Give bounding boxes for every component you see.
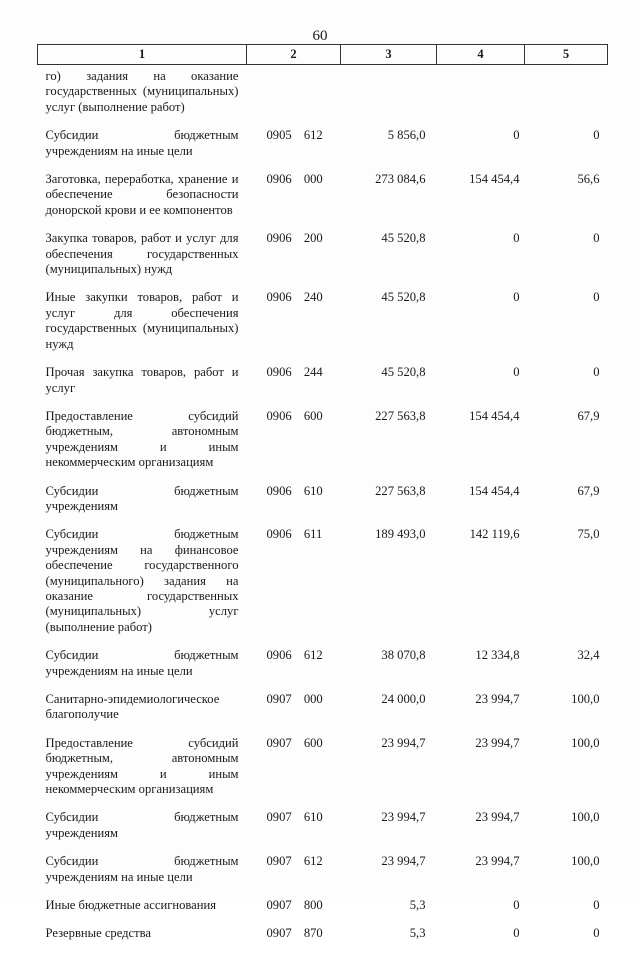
row-col3-value: 23 994,7 — [381, 735, 426, 750]
row-name-cell: Субсидии бюджетным учреждениям — [45, 810, 239, 840]
row-col5-value: 100,0 — [571, 810, 600, 825]
row-code-cell: 0907 612 — [266, 854, 323, 869]
row-code-cell: 0907 000 — [266, 692, 323, 706]
row-col5-value: 0 — [593, 365, 600, 380]
row-name-cell: Закупка товаров, работ и услуг для обеспечения государственных (муниципальных) нужд — [45, 231, 239, 277]
row-code-cell: 0907 800 — [266, 898, 323, 913]
row-col4-value: 23 994,7 — [475, 810, 520, 825]
row-col5-value: 75,0 — [577, 527, 600, 542]
row-col3-value: 227 563,8 — [375, 483, 426, 498]
table-row — [38, 736, 608, 811]
row-col3-value: 189 493,0 — [375, 527, 426, 542]
table-row — [38, 648, 608, 692]
row-code-cell — [247, 65, 341, 129]
row-col4-value: 0 — [513, 128, 520, 143]
row-col4-value: 23 994,7 — [475, 735, 520, 750]
row-code-cell: 0906 612 — [266, 648, 323, 663]
row-col3-value: 23 994,7 — [381, 854, 426, 869]
row-col4-value: 154 454,4 — [469, 172, 520, 187]
row-col4-value: 142 119,6 — [469, 527, 520, 542]
row-col3-value: 24 000,0 — [381, 692, 426, 706]
row-name-cell: Прочая закупка товаров, работ и услуг — [45, 365, 239, 395]
row-name-cell: Резервные средства — [45, 926, 152, 941]
header-col-3: 3 — [341, 45, 437, 65]
row-col3-value: 45 520,8 — [381, 231, 426, 246]
budget-table — [37, 44, 608, 955]
header-col-5: 5 — [525, 45, 608, 65]
row-name-cell: Заготовка, переработка, хранение и обеспечение безопасности донорской крови и ее компонентов — [45, 172, 239, 217]
row-col5-value: 100,0 — [571, 692, 600, 706]
row-name-cell: Субсидии бюджетным учреждениям — [45, 483, 239, 513]
table-row — [38, 527, 608, 648]
row-col5-value: 0 — [593, 231, 600, 246]
row-col5-value: 0 — [593, 898, 600, 913]
table-header — [38, 45, 608, 65]
row-col3-value: 45 520,8 — [381, 365, 426, 380]
table-row — [38, 409, 608, 484]
row-code-cell: 0906 200 — [266, 231, 323, 246]
row-col3-value: 5,3 — [409, 898, 426, 913]
table-row — [38, 898, 608, 926]
row-col3-value: 38 070,8 — [381, 648, 426, 663]
row-col5-value — [525, 65, 608, 129]
row-col4-value: 0 — [513, 926, 520, 941]
row-col4-value: 0 — [513, 365, 520, 380]
row-name-cell: Санитарно-эпидемиологическое благополучие — [45, 692, 220, 722]
row-name-cell: Субсидии бюджетным учреждениям на иные цели — [45, 648, 239, 678]
table-row — [38, 65, 608, 129]
row-code-cell: 0905 612 — [266, 128, 323, 143]
row-name-cell: Предоставление субсидий бюджетным, автономным учреждениям и иным некоммерческим организациям — [45, 408, 239, 470]
row-col5-value: 0 — [593, 290, 600, 305]
row-name-cell: Иные бюджетные ассигнования — [45, 898, 217, 913]
table-row — [38, 926, 608, 954]
table-row — [38, 854, 608, 898]
row-col5-value: 67,9 — [577, 483, 600, 498]
row-code-cell: 0907 610 — [266, 810, 323, 825]
row-code-cell: 0906 244 — [266, 365, 323, 380]
table-row — [38, 692, 608, 736]
row-col4-value: 23 994,7 — [475, 692, 520, 706]
row-name-cell: Субсидии бюджетным учреждениям на иные цели — [45, 854, 239, 884]
row-col5-value: 0 — [593, 926, 600, 941]
row-col4-value: 154 454,4 — [469, 483, 520, 498]
row-col3-value: 5,3 — [409, 926, 426, 941]
table-body — [38, 65, 608, 955]
row-col3-value: 273 084,6 — [375, 172, 426, 187]
table-row — [38, 290, 608, 365]
row-col4-value: 0 — [513, 290, 520, 305]
row-name-cell: Иные закупки товаров, работ и услуг для обеспечения государственных (муниципальных) нужд — [45, 290, 239, 351]
table-row — [38, 810, 608, 854]
row-name-cell: Субсидии бюджетным учреждениям на иные цели — [45, 128, 239, 158]
header-col-1: 1 — [38, 45, 247, 65]
row-name-cell: го) задания на оказание государственных (муниципальных) услуг (выполнение работ) — [45, 69, 239, 114]
table-row — [38, 172, 608, 231]
row-col3-value: 45 520,8 — [381, 290, 426, 305]
row-name-cell: Субсидии бюджетным учреждениям на финансовое обеспечение государственного (муниципального) задания на оказание государственных (муниципальных) услуг (выполнение работ) — [45, 527, 239, 634]
row-col5-value: 32,4 — [577, 648, 600, 663]
row-col3-value: 23 994,7 — [381, 810, 426, 825]
row-col3-value: 227 563,8 — [375, 408, 426, 423]
page-number: 60 — [312, 28, 328, 44]
row-col3-value: 5 856,0 — [387, 128, 426, 143]
row-code-cell: 0906 611 — [266, 527, 323, 542]
row-col3-value — [341, 65, 437, 129]
header-col-2: 2 — [247, 45, 341, 65]
row-col4-value: 12 334,8 — [475, 648, 520, 663]
row-col5-value: 67,9 — [577, 408, 600, 423]
row-code-cell: 0906 240 — [266, 290, 323, 305]
row-col5-value: 56,6 — [577, 172, 600, 187]
row-name-cell: Предоставление субсидий бюджетным, автономным учреждениям и иным некоммерческим организациям — [45, 735, 239, 797]
row-col4-value: 0 — [513, 898, 520, 913]
row-col4-value: 154 454,4 — [469, 408, 520, 423]
row-code-cell: 0906 610 — [266, 483, 323, 498]
table-row — [38, 231, 608, 290]
row-code-cell: 0907 870 — [266, 926, 323, 941]
row-code-cell: 0906 600 — [266, 408, 323, 423]
header-col-4: 4 — [437, 45, 525, 65]
row-col4-value: 0 — [513, 231, 520, 246]
header-row — [38, 45, 608, 65]
row-col4-value — [437, 65, 525, 129]
row-col5-value: 0 — [593, 128, 600, 143]
row-code-cell: 0906 000 — [266, 172, 323, 187]
table-row — [38, 484, 608, 528]
table-row — [38, 128, 608, 172]
row-code-cell: 0907 600 — [266, 735, 323, 750]
row-col4-value: 23 994,7 — [475, 854, 520, 869]
row-col5-value: 100,0 — [571, 735, 600, 750]
table-row — [38, 365, 608, 409]
row-col5-value: 100,0 — [571, 854, 600, 869]
